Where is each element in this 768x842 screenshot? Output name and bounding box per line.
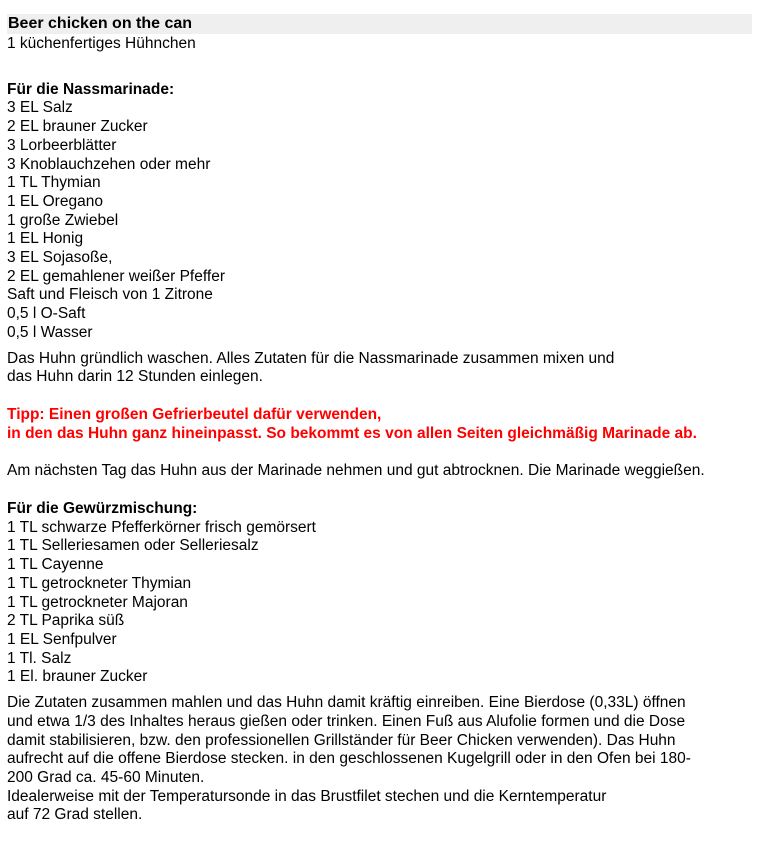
instruction-line: 200 Grad ca. 45-60 Minuten. — [7, 768, 205, 786]
marinade-ingredient: 3 Knoblauchzehen oder mehr — [7, 155, 211, 173]
marinade-ingredient: 0,5 l Wasser — [7, 323, 93, 341]
marinade-ingredient: 1 EL Oregano — [7, 192, 103, 210]
spacer — [7, 687, 752, 694]
spice-ingredient: 1 TL schwarze Pfefferkörner frisch gemörsert — [7, 518, 316, 536]
instruction-line: aufrecht auf die offene Bierdose stecken. in den geschlossenen Kugelgrill oder in den Ofen bei 180- — [7, 750, 691, 768]
spice-ingredient: 2 TL Paprika süß — [7, 612, 125, 630]
spacer — [7, 443, 752, 462]
marinade-ingredient: 3 EL Salz — [7, 99, 73, 117]
tip-line: in den das Huhn ganz hineinpasst. So bekommt es von allen Seiten gleichmäßig Marinade ab. — [7, 424, 697, 442]
marinade-ingredient: 1 TL Thymian — [7, 174, 101, 192]
marinade-ingredient: 1 große Zwiebel — [7, 211, 119, 229]
recipe-document — [7, 14, 752, 825]
marinade-ingredient: 3 Lorbeerblätter — [7, 136, 117, 154]
spice-instructions — [7, 694, 752, 825]
spacer — [7, 343, 752, 350]
marinade-ingredient: 2 EL gemahlener weißer Pfeffer — [7, 267, 225, 285]
marinade-heading: Für die Nassmarinade: — [7, 80, 175, 98]
spice-ingredient: 1 El. brauner Zucker — [7, 668, 148, 686]
instruction-line: und etwa 1/3 des Inhaltes heraus gießen oder trinken. Einen Fuß aus Alufolie formen und die Dose — [7, 712, 686, 730]
spice-ingredient: 1 TL Selleriesamen oder Selleriesalz — [7, 537, 259, 555]
next-day-instruction: Am nächsten Tag das Huhn aus der Marinade nehmen und gut abtrocknen. Die Marinade weggießen. — [7, 462, 705, 480]
marinade-ingredient: Saft und Fleisch von 1 Zitrone — [7, 286, 213, 304]
instruction-line: Die Zutaten zusammen mahlen und das Huhn damit kräftig einreiben. Eine Bierdose (0,33L) öffnen — [7, 694, 686, 712]
marinade-ingredient-list — [7, 99, 752, 342]
spacer — [7, 387, 752, 406]
marinade-ingredient: 0,5 l O-Saft — [7, 305, 86, 323]
spice-ingredient: 1 EL Senfpulver — [7, 630, 117, 648]
spacer — [7, 54, 752, 81]
spice-ingredient-list — [7, 519, 752, 687]
instruction-line: das Huhn darin 12 Stunden einlegen. — [7, 368, 263, 386]
spice-ingredient: 1 TL getrockneter Majoran — [7, 593, 188, 611]
spice-ingredient: 1 TL Cayenne — [7, 556, 104, 574]
tip-note — [7, 406, 752, 443]
instruction-line: auf 72 Grad stellen. — [7, 806, 143, 824]
intro-line: 1 küchenfertiges Hühnchen — [7, 35, 196, 52]
instruction-line: Idealerweise mit der Temperatursonde in das Brustfilet stechen und die Kerntemperatur — [7, 787, 607, 805]
recipe-title: Beer chicken on the can — [7, 14, 752, 34]
marinade-instructions — [7, 350, 752, 387]
spice-ingredient: 1 TL getrockneter Thymian — [7, 574, 192, 592]
instruction-line: Das Huhn gründlich waschen. Alles Zutaten für die Nassmarinade zusammen mixen und — [7, 349, 615, 367]
instruction-line: damit stabilisieren, bzw. den professionellen Grillständer für Beer Chicken verwenden). Das Huhn — [7, 731, 676, 749]
spice-ingredient: 1 Tl. Salz — [7, 649, 72, 667]
marinade-ingredient: 2 EL brauner Zucker — [7, 118, 148, 136]
marinade-ingredient: 3 EL Sojasoße, — [7, 249, 113, 267]
marinade-ingredient: 1 EL Honig — [7, 230, 84, 248]
tip-line: Tipp: Einen großen Gefrierbeutel dafür verwenden, — [7, 405, 382, 423]
spice-heading: Für die Gewürzmischung: — [7, 500, 198, 518]
spacer — [7, 481, 752, 500]
